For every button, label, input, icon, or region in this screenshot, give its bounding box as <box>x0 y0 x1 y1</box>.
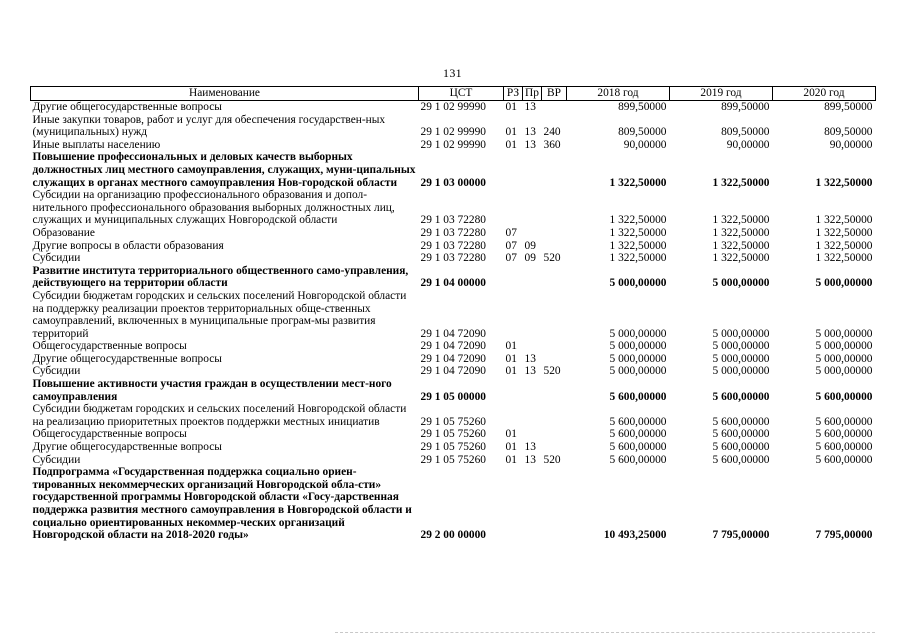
row-amount-2020: 899,50000 <box>824 101 873 113</box>
row-cst: 29 1 04 72090 <box>420 327 486 340</box>
row-name: Другие общегосударственные вопросы <box>32 441 222 454</box>
row-amount-2019: 5 000,00000 <box>712 277 770 290</box>
row-rz: 01 <box>505 126 517 139</box>
row-amount-2019: 7 795,00000 <box>712 529 770 542</box>
row-pr <box>523 290 542 340</box>
row-amount-2020: 809,50000 <box>824 126 873 139</box>
page-bottom-rule <box>335 632 875 634</box>
table-row <box>31 151 876 189</box>
row-pr <box>523 189 542 227</box>
row-pr <box>523 265 542 290</box>
row-cst: 29 1 05 75260 <box>420 428 486 441</box>
row-name: Субсидии бюджетам городских и сельских поселений Новгородской области на реализацию приоритетных проектов поддержки местных инициатив <box>32 403 407 428</box>
table-row <box>31 240 876 253</box>
table-row <box>31 340 876 353</box>
row-cst: 29 1 02 99990 <box>420 126 486 139</box>
row-amount-2020: 5 600,00000 <box>815 415 873 428</box>
row-rz: 07 <box>505 252 517 265</box>
row-amount-2018: 5 000,00000 <box>609 277 667 290</box>
table-body <box>31 101 876 542</box>
row-amount-2019: 5 600,00000 <box>712 453 770 466</box>
row-amount-2018: 5 600,00000 <box>609 390 667 403</box>
row-amount-2018: 1 322,50000 <box>609 239 667 252</box>
row-name: Общегосударственные вопросы <box>32 428 187 441</box>
row-cst: 29 1 05 75260 <box>420 453 486 466</box>
row-name: Развитие института территориального общественного само-управления, действующего на территории области <box>32 264 409 290</box>
page-number: 131 <box>443 66 462 80</box>
row-vr: 240 <box>543 126 561 139</box>
row-name: Иные закупки товаров, работ и услуг для обеспечения государствен-ных (муниципальных) нужд <box>32 113 386 139</box>
row-vr <box>542 240 567 253</box>
row-vr <box>542 378 567 403</box>
row-cst: 29 1 04 72090 <box>420 352 486 365</box>
row-cst: 29 1 03 72280 <box>420 239 486 252</box>
row-vr <box>542 265 567 290</box>
row-vr: 520 <box>543 252 561 265</box>
row-rz: 01 <box>505 453 517 466</box>
row-amount-2019: 1 322,50000 <box>712 226 770 239</box>
row-rz <box>504 403 523 428</box>
row-name: Повышение активности участия граждан в осуществлении мест-ного самоуправления <box>32 378 392 403</box>
row-cst: 29 1 02 99990 <box>420 101 486 113</box>
header-row <box>31 87 876 101</box>
table-row <box>31 252 876 265</box>
row-amount-2019: 5 000,00000 <box>712 340 770 353</box>
row-pr: 13 <box>524 365 536 378</box>
row-name: Другие вопросы в области образования <box>32 239 224 252</box>
row-amount-2020: 5 000,00000 <box>815 352 873 365</box>
row-pr: 13 <box>524 441 536 454</box>
row-rz: 07 <box>505 226 517 239</box>
row-name: Субсидии <box>32 252 81 265</box>
row-rz: 01 <box>505 441 517 454</box>
row-pr: 13 <box>524 101 536 113</box>
row-amount-2020: 1 322,50000 <box>815 252 873 265</box>
row-amount-2018: 5 000,00000 <box>609 352 667 365</box>
row-pr <box>523 151 542 189</box>
row-cst: 29 1 03 72280 <box>420 214 486 227</box>
table-row <box>31 189 876 227</box>
row-rz <box>504 466 523 542</box>
row-cst: 29 1 05 75260 <box>420 415 486 428</box>
row-rz: 07 <box>505 239 517 252</box>
row-amount-2019: 90,00000 <box>726 138 770 151</box>
header-vr: ВР <box>542 87 567 101</box>
row-rz <box>504 265 523 290</box>
row-amount-2018: 5 600,00000 <box>609 441 667 454</box>
row-amount-2020: 5 000,00000 <box>815 277 873 290</box>
row-vr <box>542 227 567 240</box>
header-rz: РЗ <box>504 87 523 101</box>
row-cst: 29 1 04 00000 <box>420 277 486 290</box>
row-amount-2020: 7 795,00000 <box>815 529 873 542</box>
row-amount-2018: 1 322,50000 <box>609 214 667 227</box>
table-row <box>31 290 876 340</box>
row-cst: 29 1 03 00000 <box>420 176 486 189</box>
row-amount-2019: 1 322,50000 <box>712 239 770 252</box>
table-row <box>31 454 876 467</box>
row-vr: 520 <box>543 365 561 378</box>
row-amount-2020: 5 000,00000 <box>815 327 873 340</box>
row-rz: 01 <box>505 352 517 365</box>
row-amount-2019: 1 322,50000 <box>712 214 770 227</box>
table-row <box>31 403 876 428</box>
row-amount-2020: 1 322,50000 <box>815 239 873 252</box>
row-vr <box>542 189 567 227</box>
row-amount-2018: 10 493,25000 <box>603 529 667 542</box>
table-header <box>31 87 876 101</box>
row-rz <box>504 378 523 403</box>
row-amount-2019: 5 600,00000 <box>712 441 770 454</box>
row-vr <box>542 340 567 353</box>
header-2020: 2020 год <box>773 87 876 101</box>
row-amount-2018: 5 600,00000 <box>609 428 667 441</box>
row-amount-2018: 90,00000 <box>623 138 667 151</box>
row-pr: 13 <box>524 453 536 466</box>
row-amount-2018: 1 322,50000 <box>609 226 667 239</box>
table-row <box>31 428 876 441</box>
row-name: Субсидии бюджетам городских и сельских поселений Новгородской области на поддержку реализации проектов территориальных обще-ственных самоуправлений, включенных в муниципальные програм-мы развития территорий <box>32 289 407 340</box>
budget-table <box>30 86 876 542</box>
table-row <box>31 101 876 114</box>
row-name: Повышение профессиональных и деловых качеств выборных должностных лиц местного самоуправления, служащих, муни-ципальных служащих в органах местного самоуправления Нов-городской области <box>32 151 416 189</box>
row-amount-2020: 5 000,00000 <box>815 365 873 378</box>
row-vr <box>542 428 567 441</box>
row-pr: 13 <box>524 352 536 365</box>
header-2019: 2019 год <box>670 87 773 101</box>
header-2018: 2018 год <box>567 87 670 101</box>
row-name: Субсидии <box>32 365 81 378</box>
row-amount-2018: 5 000,00000 <box>609 340 667 353</box>
row-rz <box>504 189 523 227</box>
row-amount-2020: 90,00000 <box>829 138 873 151</box>
row-name: Субсидии на организацию профессионального образования и допол-нительного профессионального образования выборных должностных лиц, служащих и муниципальных служащих Новгородской области <box>32 189 395 227</box>
row-pr: 09 <box>524 252 536 265</box>
row-amount-2019: 1 322,50000 <box>712 176 770 189</box>
header-name: Наименование <box>31 87 419 101</box>
row-name: Образование <box>32 226 95 239</box>
table-row <box>31 139 876 152</box>
row-pr: 09 <box>524 239 536 252</box>
row-pr: 13 <box>524 138 536 151</box>
row-amount-2020: 5 600,00000 <box>815 441 873 454</box>
row-vr <box>542 101 567 114</box>
row-amount-2020: 5 600,00000 <box>815 428 873 441</box>
row-amount-2018: 1 322,50000 <box>609 176 667 189</box>
header-cst: ЦСТ <box>419 87 504 101</box>
row-amount-2019: 5 000,00000 <box>712 327 770 340</box>
row-cst: 29 1 02 99990 <box>420 138 486 151</box>
row-name: Подпрограмма «Государственная поддержка социально ориен-тированных некоммерческих организаций Новгородской обла-сти» государственной программы Новгородской области «Госу-дарственная поддержка развития местного самоуправления в Новгородской области и социально ориентированных некоммер-ческих организаций Новгородской области на 2018-2020 годы» <box>32 466 412 542</box>
row-amount-2019: 5 000,00000 <box>712 365 770 378</box>
table-row <box>31 114 876 139</box>
row-amount-2019: 809,50000 <box>721 126 770 139</box>
row-amount-2020: 1 322,50000 <box>815 214 873 227</box>
row-rz: 01 <box>505 138 517 151</box>
row-cst: 29 1 03 72280 <box>420 252 486 265</box>
row-amount-2019: 5 000,00000 <box>712 352 770 365</box>
row-amount-2018: 5 600,00000 <box>609 415 667 428</box>
table-row <box>31 378 876 403</box>
row-amount-2018: 5 600,00000 <box>609 453 667 466</box>
row-cst: 29 2 00 00000 <box>420 529 486 542</box>
row-amount-2018: 899,50000 <box>618 101 667 113</box>
row-amount-2020: 5 600,00000 <box>815 453 873 466</box>
row-pr <box>523 466 542 542</box>
row-amount-2020: 1 322,50000 <box>815 176 873 189</box>
table-row <box>31 365 876 378</box>
row-amount-2018: 809,50000 <box>618 126 667 139</box>
table-row <box>31 353 876 366</box>
table-row <box>31 466 876 542</box>
row-amount-2018: 1 322,50000 <box>609 252 667 265</box>
row-amount-2019: 1 322,50000 <box>712 252 770 265</box>
row-vr <box>542 441 567 454</box>
header-pr: Пр <box>523 87 542 101</box>
row-amount-2019: 5 600,00000 <box>712 428 770 441</box>
row-rz: 01 <box>505 365 517 378</box>
row-name: Субсидии <box>32 453 81 466</box>
row-pr <box>523 340 542 353</box>
row-pr <box>523 227 542 240</box>
row-vr <box>542 151 567 189</box>
row-cst: 29 1 05 00000 <box>420 390 486 403</box>
row-rz <box>504 290 523 340</box>
row-rz: 01 <box>505 101 517 113</box>
row-amount-2020: 1 322,50000 <box>815 226 873 239</box>
row-cst: 29 1 04 72090 <box>420 365 486 378</box>
row-amount-2019: 5 600,00000 <box>712 415 770 428</box>
row-rz: 01 <box>505 428 517 441</box>
row-vr <box>542 403 567 428</box>
row-cst: 29 1 03 72280 <box>420 226 486 239</box>
row-name: Другие общегосударственные вопросы <box>32 352 222 365</box>
row-cst: 29 1 05 75260 <box>420 441 486 454</box>
row-pr <box>523 378 542 403</box>
row-vr: 360 <box>543 138 561 151</box>
row-amount-2020: 5 600,00000 <box>815 390 873 403</box>
row-amount-2019: 899,50000 <box>721 101 770 113</box>
row-pr <box>523 403 542 428</box>
row-vr <box>542 466 567 542</box>
row-name: Другие общегосударственные вопросы <box>32 101 222 113</box>
row-vr <box>542 290 567 340</box>
row-rz: 01 <box>505 340 517 353</box>
row-vr: 520 <box>543 453 561 466</box>
row-amount-2020: 5 000,00000 <box>815 340 873 353</box>
table-row <box>31 265 876 290</box>
row-rz <box>504 151 523 189</box>
row-name: Общегосударственные вопросы <box>32 340 187 353</box>
row-cst: 29 1 04 72090 <box>420 340 486 353</box>
row-vr <box>542 353 567 366</box>
row-pr: 13 <box>524 126 536 139</box>
row-amount-2019: 5 600,00000 <box>712 390 770 403</box>
table-row <box>31 441 876 454</box>
row-amount-2018: 5 000,00000 <box>609 327 667 340</box>
row-name: Иные выплаты населению <box>32 138 161 151</box>
table-row <box>31 227 876 240</box>
row-pr <box>523 428 542 441</box>
row-amount-2018: 5 000,00000 <box>609 365 667 378</box>
